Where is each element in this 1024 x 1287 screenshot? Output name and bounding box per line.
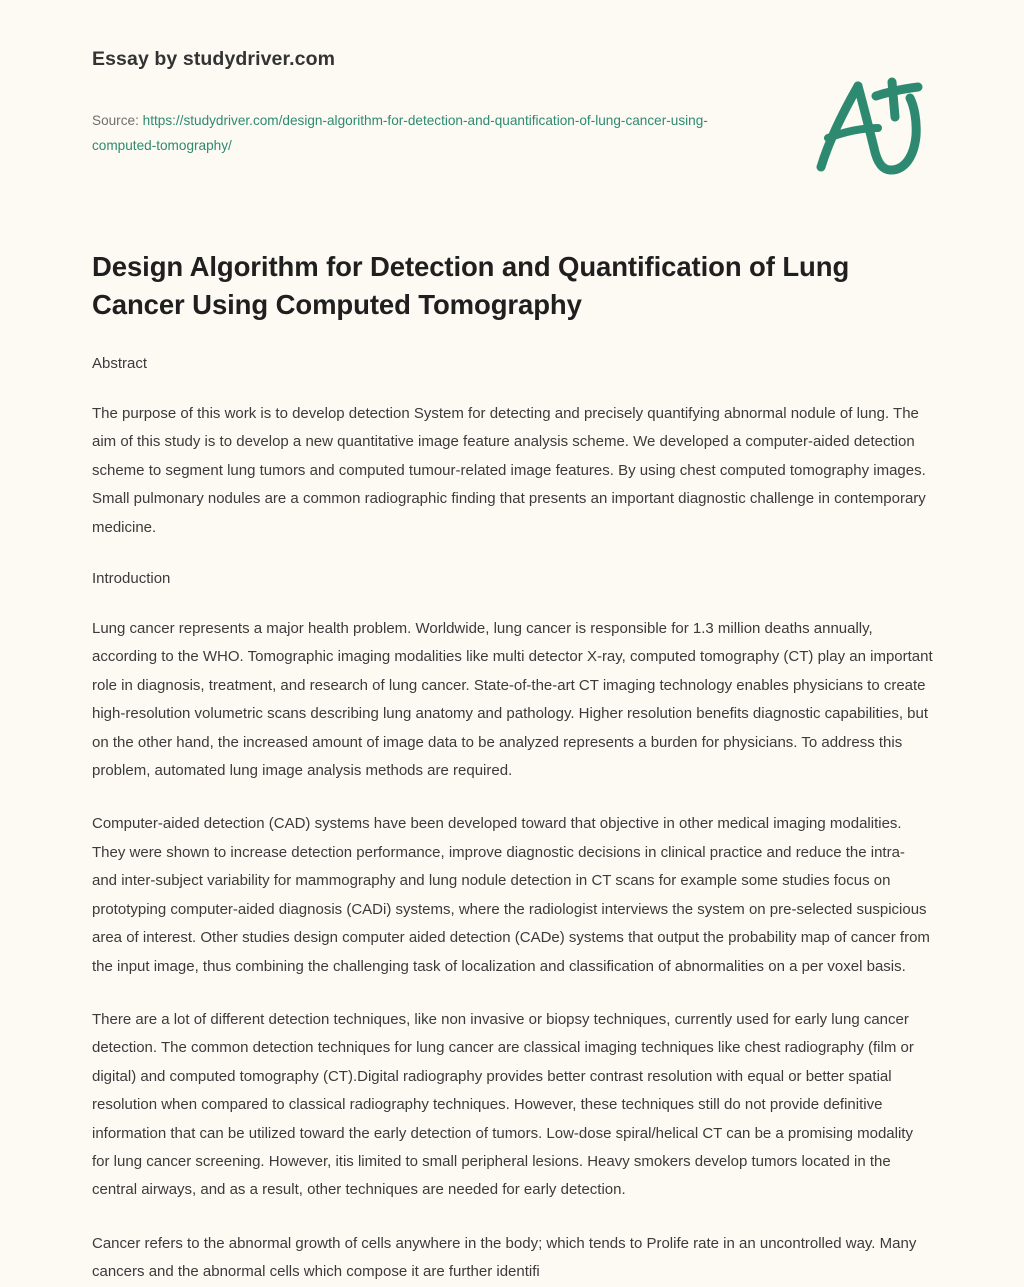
- document-body: [92, 352, 934, 1287]
- intro-paragraph-4: Cancer refers to the abnormal growth of cells anywhere in the body; which tends to Prolife rate in an uncontrolled way. Many cancers and the abnormal cells which compose it are further identifi: [92, 1234, 917, 1281]
- intro-paragraph-3: There are a lot of different detection techniques, like non invasive or biopsy techniques, currently used for early lung cancer detection. The common detection techniques for lung cancer are classical imaging techniques like chest radiography (film or digital) and computed tomography (CT).Digital radiography provides better contrast resolution with equal or better spatial resolution when compared to classical radiography techniques. However, these techniques still do not provide definitive information that can be utilized toward the early detection of tumors. Low-dose spiral/helical CT can be a promising modality for lung cancer screening. However, itis limited to small peripheral lesions. Heavy smokers develop tumors located in the central airways, and as a result, other techniques are needed for early detection.: [92, 1010, 914, 1199]
- intro-paragraph-1: Lung cancer represents a major health problem. Worldwide, lung cancer is responsible for 1.3 million deaths annually, according to the WHO. Tomographic imaging modalities like multi detector X-ray, computed tomography (CT) play an important role in diagnosis, treatment, and research of lung cancer. State-of-the-art CT imaging technology enables physicians to create high-resolution volumetric scans describing lung anatomy and pathology. Higher resolution benefits diagnostic capabilities, but on the other hand, the increased amount of image data to be analyzed represents a burden for physicians. To address this problem, automated lung image analysis methods are required.: [92, 620, 933, 780]
- intro-paragraph-2: Computer-aided detection (CAD) systems have been developed toward that objective in other medical imaging modalities. They were shown to increase detection performance, improve diagnostic decisions in clinical practice and reduce the intra- and inter-subject variability for mammography and lung nodule detection in CT scans for example some studies focus on prototyping computer-aided diagnosis (CADi) systems, where the radiologist interviews the system on pre-selected suspicious area of interest. Other studies design computer aided detection (CADe) systems that output the probability map of cancer from the input image, thus combining the challenging task of localization and classification of abnormalities on a per voxel basis.: [92, 815, 930, 975]
- introduction-heading: Introduction: [92, 570, 171, 588]
- source-url-link[interactable]: https://studydriver.com/design-algorithm-for-detection-and-quantification-of-lung-cancer-using-computed-tomography/: [92, 113, 708, 153]
- abstract-paragraph: The purpose of this work is to develop detection System for detecting and precisely quantifying abnormal nodule of lung. The aim of this study is to develop a new quantitative image feature analysis scheme. We developed a computer-aided detection scheme to segment lung tumors and computed tumour-related image features. By using chest computed tomography images. Small pulmonary nodules are a common radiographic finding that presents an important diagnostic challenge in contemporary medicine.: [92, 405, 926, 536]
- abstract-heading: Abstract: [92, 355, 148, 372]
- a-plus-logo-icon: [806, 72, 936, 180]
- page-title: Design Algorithm for Detection and Quantification of Lung Cancer Using Computed Tomography: [92, 251, 850, 320]
- brand-byline: Essay by studydriver.com: [92, 48, 336, 70]
- source-line: [92, 108, 752, 158]
- a-plus-logo: [806, 72, 936, 180]
- source-label: Source:: [92, 113, 139, 128]
